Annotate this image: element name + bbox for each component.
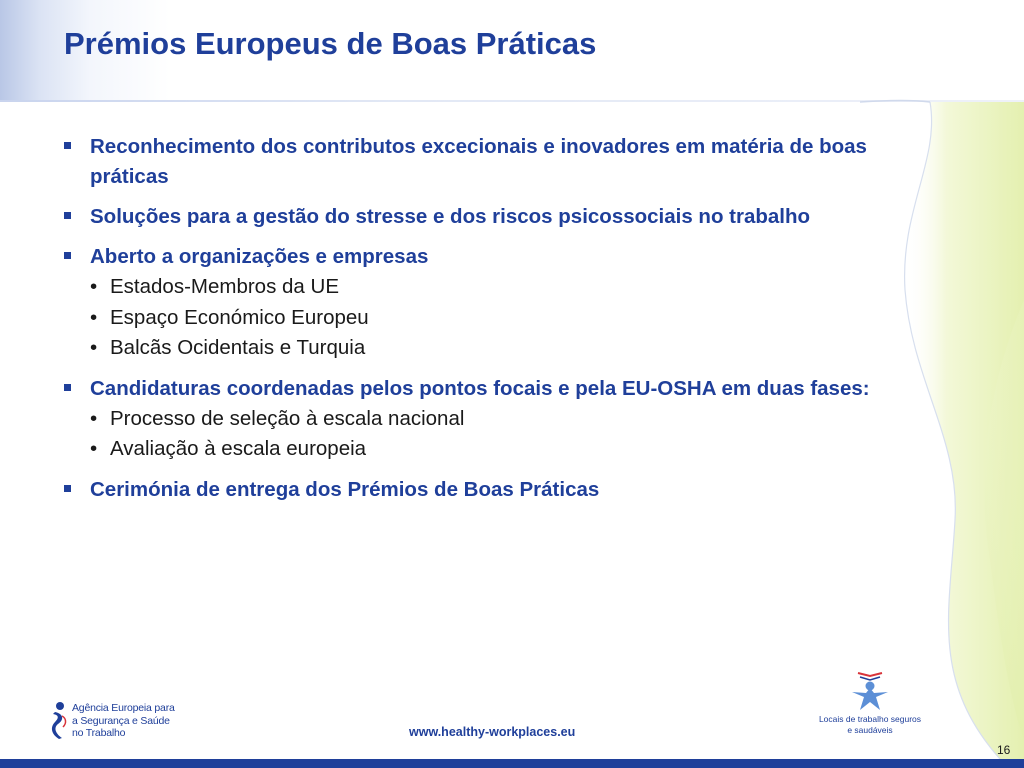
footer-bar bbox=[0, 759, 1024, 768]
healthy-workplaces-star-figure-icon bbox=[846, 666, 894, 712]
sub-bullet-item bbox=[90, 272, 894, 303]
sub-bullet-list bbox=[90, 272, 894, 364]
sub-bullet-item bbox=[90, 434, 894, 465]
sub-bullet-item bbox=[90, 404, 894, 435]
sub-bullet-text: Avaliação à escala europeia bbox=[110, 437, 367, 460]
agency-logo-line: Agência Europeia para bbox=[72, 702, 175, 714]
footer-url-link[interactable]: www.healthy-workplaces.eu bbox=[409, 725, 576, 739]
dot-bullet-icon: • bbox=[90, 336, 98, 359]
bullet-list bbox=[64, 132, 894, 515]
sub-bullet-item bbox=[90, 303, 894, 334]
agency-logo-text bbox=[72, 702, 175, 740]
sub-bullet-list bbox=[90, 404, 894, 465]
bullet-text: Reconhecimento dos contributos excecionais e inovadores em matéria de boas práticas bbox=[90, 135, 867, 188]
square-bullet-icon bbox=[64, 142, 71, 149]
campaign-logo-line: e saudáveis bbox=[847, 725, 893, 735]
sub-bullet-item bbox=[90, 333, 894, 364]
agency-logo-line: a Segurança e Saúde bbox=[72, 714, 170, 727]
bullet-item bbox=[64, 374, 894, 465]
campaign-logo-text bbox=[818, 714, 922, 736]
bullet-item bbox=[64, 132, 894, 192]
bullet-item bbox=[64, 242, 894, 364]
bullet-item bbox=[64, 475, 894, 505]
sub-bullet-text: Balcãs Ocidentais e Turquia bbox=[110, 336, 366, 359]
agency-logo-line: no Trabalho bbox=[72, 727, 126, 739]
dot-bullet-icon: • bbox=[90, 305, 98, 329]
eu-osha-figure-icon bbox=[50, 700, 70, 740]
sub-bullet-text: Espaço Económico Europeu bbox=[110, 305, 369, 329]
bullet-text: Candidaturas coordenadas pelos pontos focais e pela EU-OSHA em duas fases: bbox=[90, 376, 870, 400]
page-number: 16 bbox=[997, 743, 1011, 757]
campaign-logo bbox=[818, 666, 922, 740]
square-bullet-icon bbox=[64, 384, 71, 391]
agency-logo bbox=[50, 700, 180, 744]
campaign-logo-line: Locais de trabalho seguros bbox=[818, 714, 922, 724]
dot-bullet-icon: • bbox=[90, 406, 98, 430]
square-bullet-icon bbox=[64, 485, 71, 492]
square-bullet-icon bbox=[64, 252, 71, 259]
square-bullet-icon bbox=[64, 212, 71, 219]
sub-bullet-text: Estados-Membros da UE bbox=[110, 275, 340, 298]
sub-bullet-text: Processo de seleção à escala nacional bbox=[110, 406, 465, 430]
bullet-text: Soluções para a gestão do stresse e dos riscos psicossociais no trabalho bbox=[90, 205, 811, 228]
bullet-text: Cerimónia de entrega dos Prémios de Boas Práticas bbox=[90, 477, 600, 501]
bullet-text: Aberto a organizações e empresas bbox=[90, 245, 429, 268]
bullet-item bbox=[64, 202, 894, 232]
decorative-title-corner bbox=[860, 101, 930, 103]
slide-title: Prémios Europeus de Boas Práticas bbox=[64, 26, 597, 61]
dot-bullet-icon: • bbox=[90, 437, 98, 460]
dot-bullet-icon: • bbox=[90, 275, 98, 298]
